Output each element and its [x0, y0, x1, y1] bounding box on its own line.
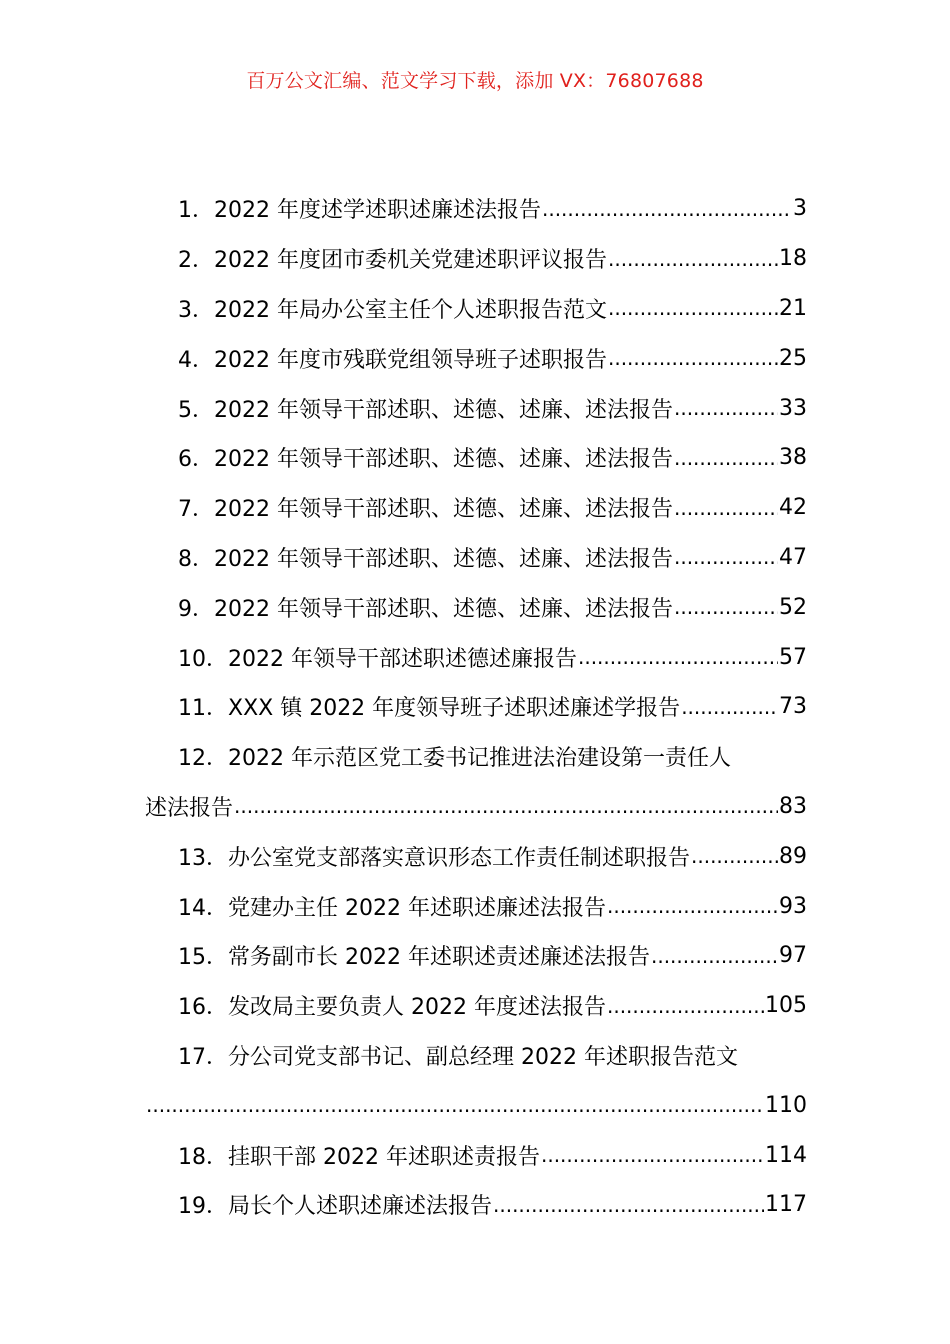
toc-page-number: 89: [779, 843, 807, 869]
toc-leader-dots: [674, 542, 778, 572]
toc-entry-19[interactable]: [145, 1180, 807, 1230]
toc-leader-dots: [607, 891, 778, 921]
toc-page-number: 110: [765, 1092, 807, 1118]
toc-leader-dots: [608, 293, 778, 323]
toc-page-number: 73: [779, 694, 807, 720]
toc-page-number: 3: [793, 196, 807, 222]
toc-leader-dots: [542, 194, 792, 224]
toc-entry-title: 13．办公室党支部落实意识形态工作责任制述职报告: [178, 845, 690, 871]
toc-entry-title: 12．2022 年示范区党工委书记推进法治建设第一责任人: [178, 746, 731, 772]
toc-entry-8[interactable]: [145, 533, 807, 583]
toc-page-number: 97: [779, 943, 807, 969]
toc-page-number: 105: [765, 993, 807, 1019]
toc-entry-title: 14．党建办主任 2022 年述职述廉述法报告: [178, 895, 606, 921]
toc-entry-10[interactable]: [145, 632, 807, 682]
toc-entry-14[interactable]: [145, 881, 807, 931]
toc-entry-6[interactable]: [145, 433, 807, 483]
toc-entry-12-line2[interactable]: [145, 782, 807, 832]
toc-entry-1[interactable]: [145, 184, 807, 234]
toc-entry-16[interactable]: [145, 981, 807, 1031]
toc-entry-11[interactable]: [145, 682, 807, 732]
toc-page-number: 38: [779, 445, 807, 471]
toc-entry-title: 10．2022 年领导干部述职述德述廉报告: [178, 646, 577, 672]
toc-entry-12-line1[interactable]: [145, 732, 807, 782]
toc-entry-3[interactable]: [145, 284, 807, 334]
toc-entry-title: 16．发改局主要负责人 2022 年度述法报告: [178, 995, 606, 1021]
toc-entry-title: 3．2022 年局办公室主任个人述职报告范文: [178, 297, 607, 323]
toc-leader-dots: [607, 991, 764, 1021]
table-of-contents: [145, 184, 807, 1230]
toc-entry-18[interactable]: [145, 1130, 807, 1180]
toc-leader-dots: [234, 791, 778, 821]
toc-entry-4[interactable]: [145, 333, 807, 383]
toc-leader-dots: [674, 443, 778, 473]
toc-leader-dots: [674, 393, 778, 423]
toc-leader-dots: [146, 1090, 764, 1120]
toc-leader-dots: [578, 642, 778, 672]
toc-leader-dots: [493, 1190, 764, 1220]
toc-page-number: 42: [779, 495, 807, 521]
toc-entry-title: 6．2022 年领导干部述职、述德、述廉、述法报告: [178, 447, 673, 473]
toc-entry-title: 11．XXX 镇 2022 年度领导班子述职述廉述学报告: [178, 696, 681, 722]
toc-entry-title: 18．挂职干部 2022 年述职述责报告: [178, 1144, 540, 1170]
toc-page-number: 25: [779, 345, 807, 371]
toc-leader-dots: [674, 493, 778, 523]
toc-page-number: 47: [779, 544, 807, 570]
toc-leader-dots: [691, 841, 778, 871]
toc-page-number: 33: [779, 395, 807, 421]
toc-page-number: 93: [779, 893, 807, 919]
toc-entry-title: 9．2022 年领导干部述职、述德、述廉、述法报告: [178, 596, 673, 622]
toc-leader-dots: [608, 244, 778, 274]
page-header-watermark: 百万公文汇编、范文学习下载，添加 VX：76807688: [246, 70, 704, 92]
toc-entry-title: 5．2022 年领导干部述职、述德、述廉、述法报告: [178, 397, 673, 423]
toc-entry-title: 8．2022 年领导干部述职、述德、述廉、述法报告: [178, 546, 673, 572]
toc-page-number: 18: [779, 246, 807, 272]
toc-entry-title: 2．2022 年度团市委机关党建述职评议报告: [178, 248, 607, 274]
toc-entry-17-line1[interactable]: [145, 1031, 807, 1081]
toc-leader-dots: [674, 592, 778, 622]
toc-leader-dots: [681, 692, 778, 722]
toc-entry-9[interactable]: [145, 582, 807, 632]
toc-entry-title: 4．2022 年度市残联党组领导班子述职报告: [178, 347, 607, 373]
toc-entry-13[interactable]: [145, 831, 807, 881]
toc-entry-title-continued: 述法报告: [145, 795, 234, 821]
toc-entry-17-line2[interactable]: [145, 1080, 807, 1130]
toc-leader-dots: [651, 941, 778, 971]
toc-page-number: 117: [765, 1192, 807, 1218]
toc-leader-dots: [541, 1140, 764, 1170]
toc-page-number: 52: [779, 594, 807, 620]
toc-entry-title: 15．常务副市长 2022 年述职述责述廉述法报告: [178, 945, 650, 971]
toc-entry-5[interactable]: [145, 383, 807, 433]
toc-entry-2[interactable]: [145, 234, 807, 284]
toc-page-number: 114: [765, 1142, 807, 1168]
toc-entry-7[interactable]: [145, 483, 807, 533]
toc-entry-title: 19．局长个人述职述廉述法报告: [178, 1194, 492, 1220]
toc-entry-15[interactable]: [145, 931, 807, 981]
toc-page-number: 57: [779, 644, 807, 670]
toc-entry-title: 7．2022 年领导干部述职、述德、述廉、述法报告: [178, 497, 673, 523]
toc-page-number: 21: [779, 295, 807, 321]
toc-entry-title: 17．分公司党支部书记、副总经理 2022 年述职报告范文: [178, 1044, 738, 1070]
toc-entry-title: 1．2022 年度述学述职述廉述法报告: [178, 198, 541, 224]
toc-page-number: 83: [779, 793, 807, 819]
toc-leader-dots: [608, 343, 778, 373]
